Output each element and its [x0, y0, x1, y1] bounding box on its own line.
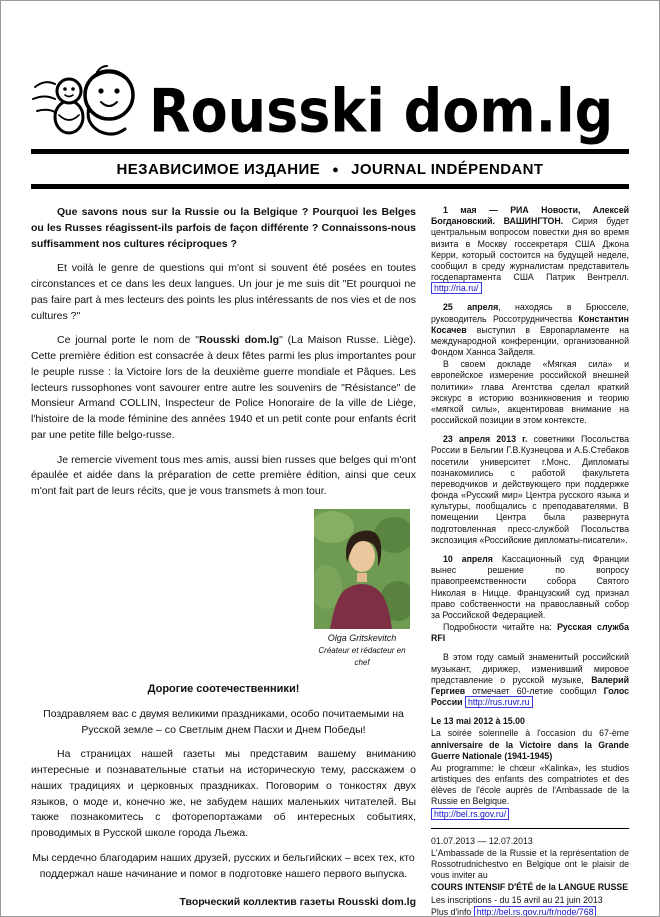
news-paragraph: В своем докладе «Мягкая сила» и европейское измерение российской внешней политики» глава Агентства сделал краткий экскурс в историю возникновения и теорию «мягкой силы», акцентировав внимание на российской позиции в этом контексте. [431, 359, 629, 426]
editorial-signature: Творческий коллектив газеты Rousski dom.lg [179, 896, 416, 909]
news-date: 10 апреля [443, 553, 493, 564]
news-paragraph [431, 652, 629, 708]
news-paragraph [431, 622, 629, 644]
course-inscriptions: Les inscriptions - du 15 avril au 21 juin 2013 [431, 894, 603, 905]
news-person: Валерий Гергиев [431, 674, 629, 696]
news-text: Сирия будет центральным вопросом повестки дня во время визита в Москву госсекретаря США Джона Керри, который состоится на будущей неделе, сообщил в среду журналистам представитель госдепартамента США Патрик Вентрелл. [431, 216, 629, 283]
news-date: 23 апреля 2013 г. [443, 434, 528, 445]
journal-description-text: " (La Maison Russe. Liège). Cette première édition est consacrée à deux fêtes parmi les plus importantes pour le peuple russe : la Victoire lors de la deuxième guerre mondiale et Pâques. Les lecteurs russophones vont savourer entre autre les souvenirs de "Résistance" de Monsieur Armand COLLIN, Inspecteur de Police Honoraire de la ville de Liège, l'histoire de la mode féminine des années 1940 et un petit conte pour enfants écrit par une petite fille belgo-russe. [31, 334, 416, 441]
news-paragraph [431, 302, 629, 358]
news-text: , находясь в Брюсселе, руководитель Россотрудничества [431, 302, 629, 324]
course-info-link[interactable]: http://bel.rs.gov.ru/fr/node/768 [474, 906, 597, 917]
journal-description-text: Ce journal porte le nom de " [57, 334, 199, 347]
event-item-summer-russian-course [431, 836, 629, 917]
tagline-bullet-icon: ● [332, 164, 340, 176]
news-paragraph [431, 434, 629, 546]
greeting-paragraph-2: На страницах нашей газеты мы представим вашему вниманию интересные и познавательные статьи на историческую тему, расскажем о наших традициях и церковных праздниках. Поговорим о тонкостях двух языков, о моде и, конечно же, не забудем наших маленьких читателей. Вы также познакомитесь с фоторепортажами об интересных событиях, проводимых в Русской школе города Льежа. [31, 748, 416, 839]
editor-photo-block [314, 509, 410, 670]
news-column [431, 205, 629, 917]
greeting-heading: Дорогие соотечественники! [147, 683, 300, 696]
news-source: Голос России [431, 685, 629, 708]
event-text: La soirée solennelle à l'occasion du 67-ème [431, 728, 629, 739]
journal-description-paragraph [31, 333, 416, 443]
questions-paragraph: Et voilà le genre de questions qui m'ont si souvent été posées en toutes circonstances et ce dans les deux langues. Un jour je me suis dit "Et pourquoi ne pas faire part à mes lecteurs des points les plus intéressants de nos vies et de nos cultures ?" [31, 262, 416, 322]
news-lead: 1 мая — РИА Новости, Алексей Богдановский. ВАШИНГТОН. [431, 205, 629, 227]
tagline [31, 154, 629, 184]
bel-rs-gov-link[interactable]: http://bel.rs.gov.ru/ [431, 808, 509, 820]
news-text: отмечает 60-летие сообщил [465, 685, 604, 696]
news-text: выступил в Европарламенте на международной конференции, организованной Фондом Ханнса Зайделя. [431, 324, 629, 358]
news-text: Подробности читайте на: [443, 622, 558, 633]
news-item-nice-cathedral [431, 554, 629, 644]
news-text: В этом году самый знаменитый российский музыкант, дирижер, изменивший мировое представление о русской музыке, [431, 652, 629, 685]
news-paragraph [431, 554, 629, 621]
content-columns [1, 189, 659, 917]
course-title: COURS INTENSIF D'ÉTÉ de la LANGUE RUSSE [431, 882, 629, 893]
ria-ru-link[interactable]: http://ria.ru/ [431, 282, 482, 294]
event-description [431, 728, 629, 762]
news-item-kosachev-brussels [431, 302, 629, 426]
event-link-line [431, 809, 629, 820]
news-divider [431, 828, 629, 829]
thanks-paragraph: Je remercie vivement tous mes amis, aussi bien russes que belges qui m'ont épaulée et aidée dans la préparation de cette première édition, ainsi que ceux m'ont fait part de leurs récits, que je vous transmets à mon tour. [31, 453, 416, 497]
course-info-text: Plus d'info [431, 906, 474, 917]
logo-text: Rousski dom.lg [149, 75, 614, 146]
matryoshka-dolls-icon [31, 57, 139, 139]
photo-caption-role: Créateur et rédacteur en chef [318, 646, 406, 668]
event-item-victory-soiree [431, 716, 629, 820]
news-source: Русская служба RFI [431, 622, 629, 644]
rus-ruvr-link[interactable]: http://rus.ruvr.ru [465, 696, 533, 708]
news-item-gergiev-60 [431, 652, 629, 708]
news-paragraph [431, 205, 629, 294]
event-when-text: Le 13 mai 2012 à 15.00 [431, 716, 525, 727]
masthead [1, 1, 659, 189]
logo-row [31, 47, 629, 146]
event-when [431, 716, 629, 727]
news-person: Константин Косачев [431, 313, 629, 335]
editor-photo [314, 509, 410, 629]
photo-caption [314, 632, 410, 670]
event-title: anniversaire de la Victoire dans la Grande Guerre Nationale (1941-1945) [431, 739, 629, 761]
course-dates: 01.07.2013 — 12.07.2013 [431, 835, 533, 846]
editorial-column [31, 205, 416, 917]
news-text: советники Посольства России в Бельгии Г.В.Кузнецова и А.Б.Стебаков посетили университет г.Монс. Дипломаты познакомились с работой факультета переводчиков и действующего при поддержке фонда «Русский мир» Центра русского языка и культуры, пообщались с преподавателями. В помещении Центра была развернута подготовленная пресс-службой Посольства экспозиция «Российские дипломаты-писатели». [431, 434, 629, 545]
event-programme: Au programme: le chœur «Kalinka», les studios artistiques des enfants des compatriotes et des élèves de l'école auprès de l'Ambassade de la Russie en Belgique. [431, 762, 629, 807]
journal-name: Rousski dom.lg [198, 334, 280, 347]
news-item-syria-kerry [431, 205, 629, 294]
news-date: 25 апреля [443, 302, 499, 313]
greeting-paragraph-1: Поздравляем вас с двумя великими праздниками, особо почитаемыми на Русской земле – со Светлым днем Пасхи и Днем Победы! [43, 707, 404, 736]
news-text: Кассационный суд Франции вынес решение по вопросу правопреемственности собора Святого Николая в Ницце. Французский суд признал право собственности на православный собор за Российской Федерацией. [431, 553, 630, 620]
course-invitation: L'Ambassade de la Russie et la représentation de Rossotrudnichestvo en Belgique ont le plaisir de vous inviter au [431, 847, 629, 881]
intro-paragraph: Que savons nous sur la Russie ou la Belgique ? Pourquoi les Belges ou les Russes réagissent-ils parfois de façon différente ? Connaissons-nous suffisamment nos cultures réciproques ? [31, 206, 416, 250]
course-info-line [431, 907, 629, 917]
greeting-paragraph-3: Мы сердечно благодарим наших друзей, русских и бельгийских – всех тех, кто поддержал наше начинание и помог в подготовке нашего первого выпуска. [32, 851, 415, 880]
tagline-fr: JOURNAL INDÉPENDANT [351, 161, 544, 178]
photo-caption-name: Olga Gritskevitch [327, 632, 397, 643]
news-item-mons-university [431, 434, 629, 546]
tagline-ru: НЕЗАВИСИМОЕ ИЗДАНИЕ [116, 161, 321, 178]
